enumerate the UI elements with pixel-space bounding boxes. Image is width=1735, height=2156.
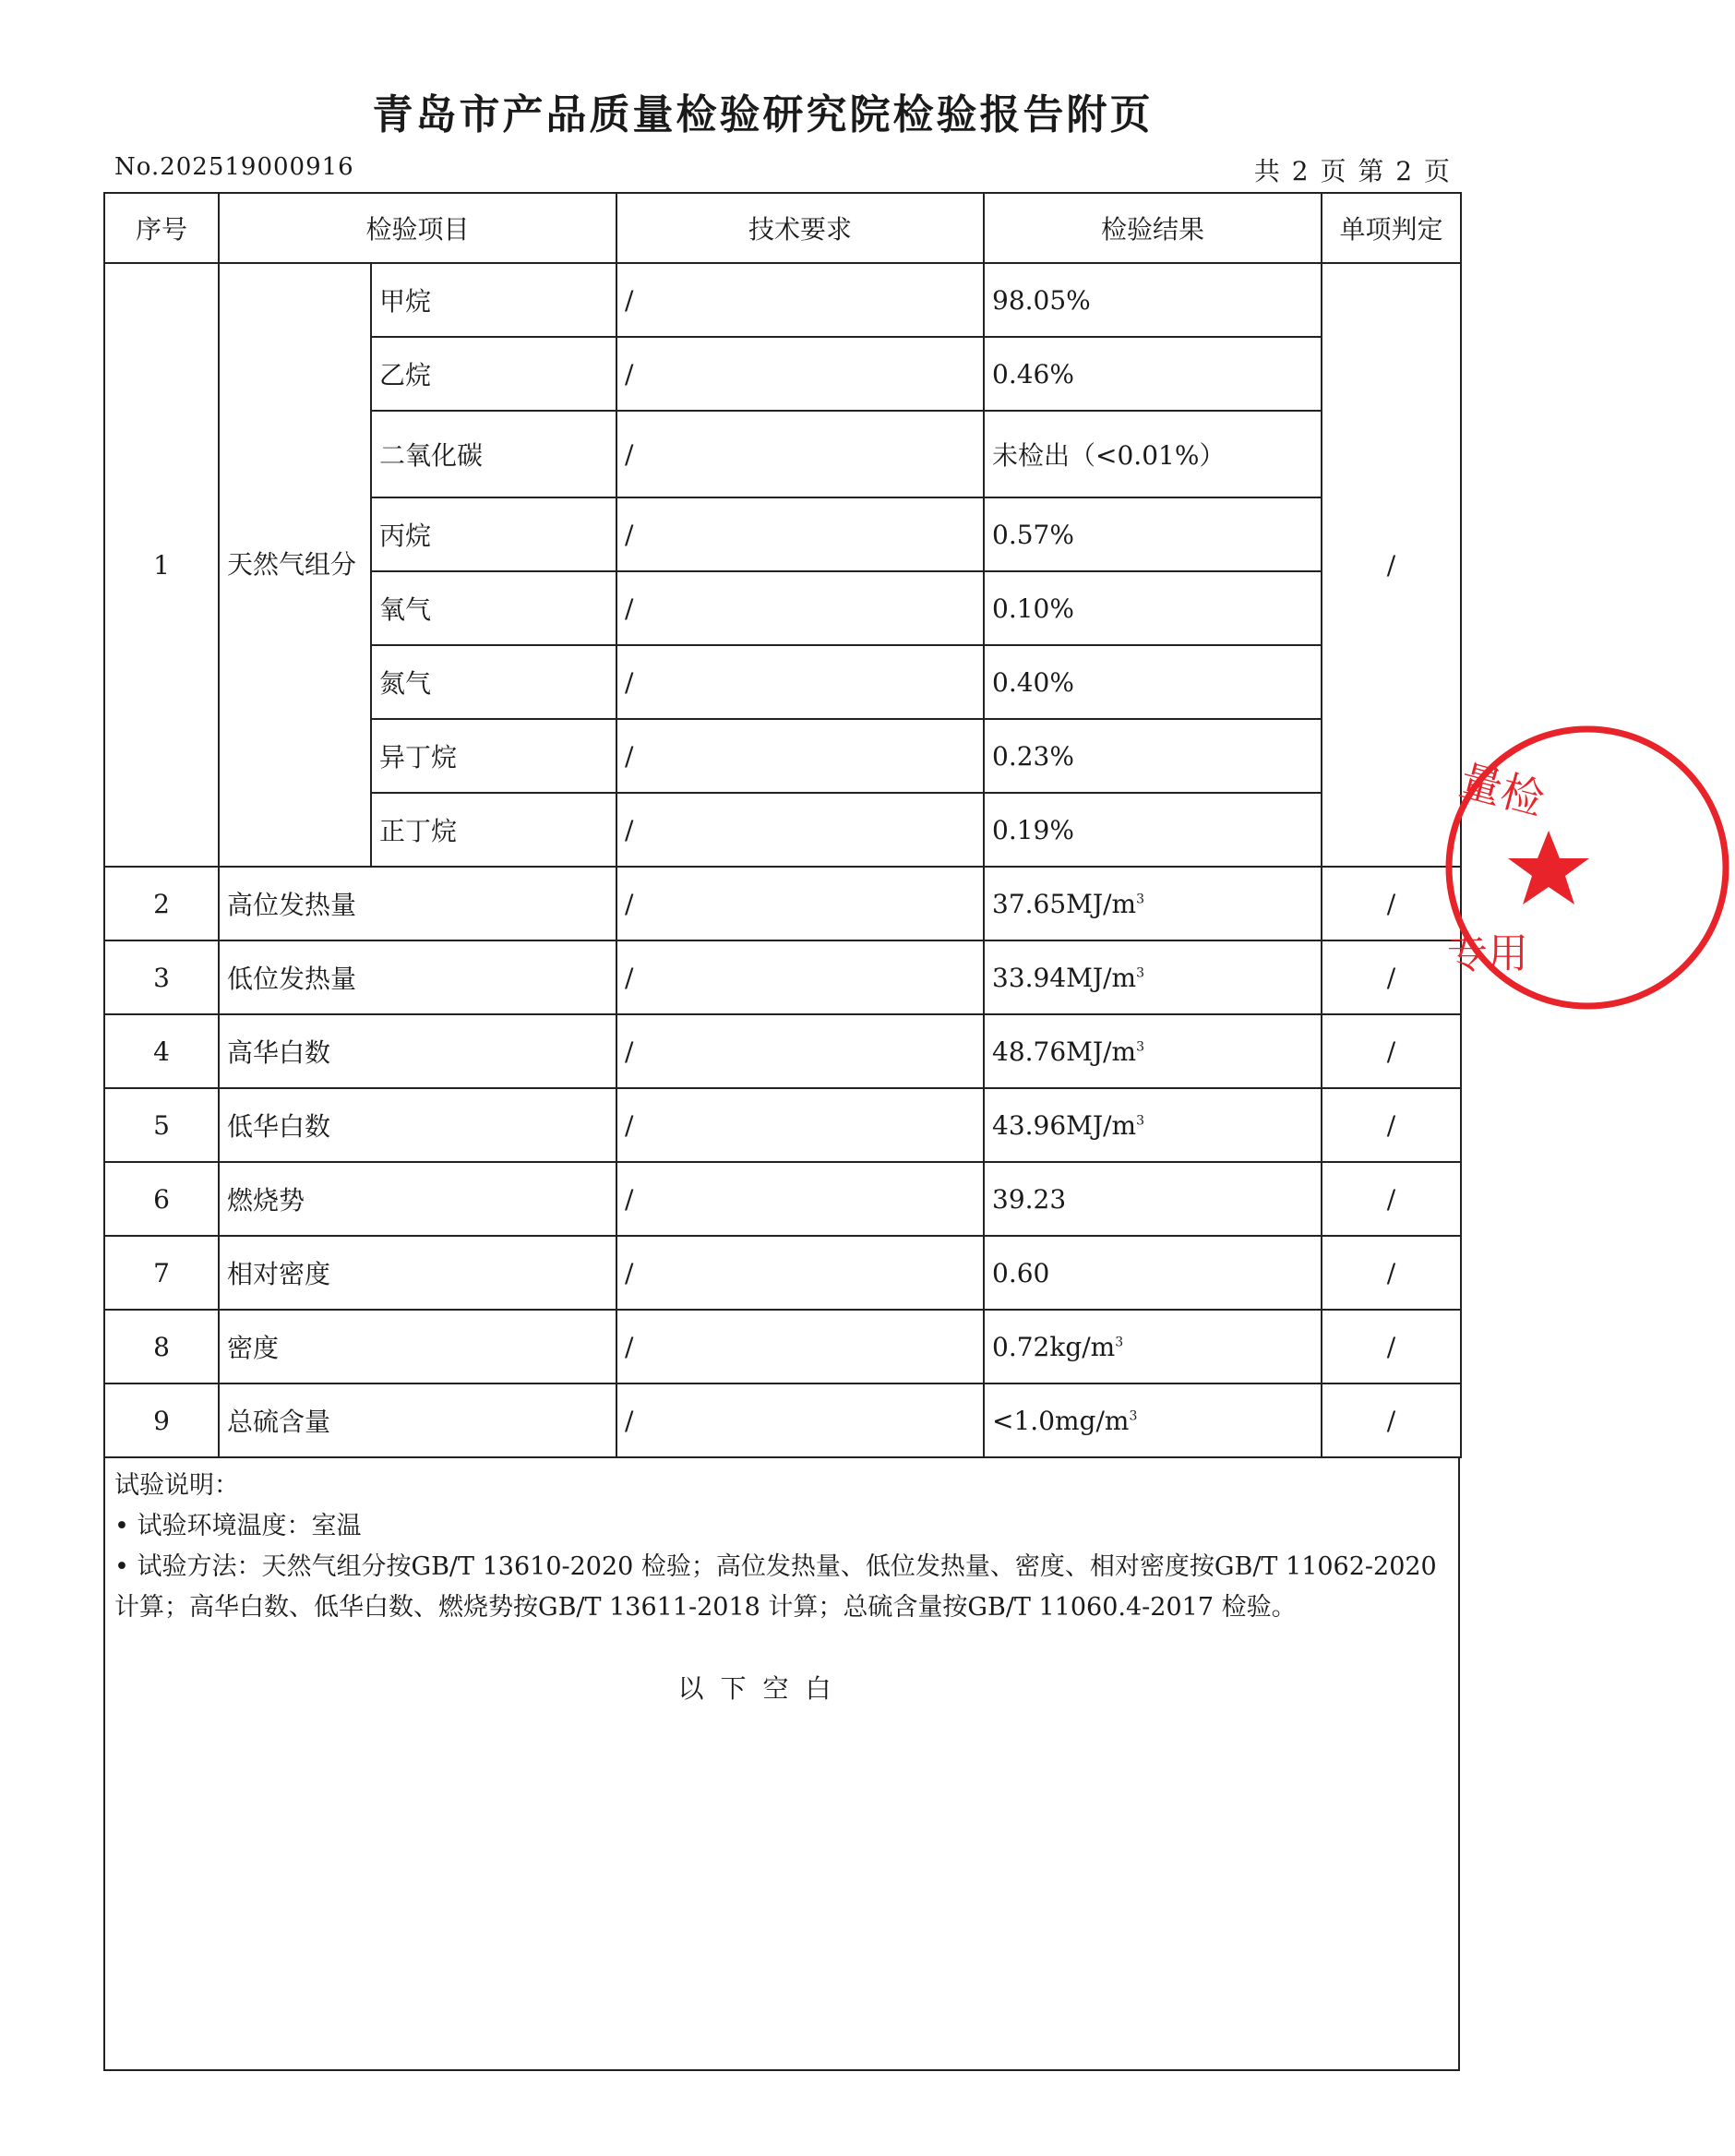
result-cell xyxy=(984,1383,1322,1457)
judgement-cell: / xyxy=(1322,1236,1461,1310)
header-result: 检验结果 xyxy=(984,193,1322,263)
requirement-cell: / xyxy=(616,1236,984,1310)
requirement-cell: / xyxy=(616,867,984,940)
sub-item-name: 丙烷 xyxy=(371,497,616,571)
official-seal-stamp xyxy=(1440,720,1735,1015)
sub-item-name: 氮气 xyxy=(371,645,616,719)
table-header-row xyxy=(104,193,1461,263)
requirement-cell: / xyxy=(616,497,984,571)
table-row xyxy=(104,1236,1461,1310)
test-notes xyxy=(114,1466,1443,1628)
header-item: 检验项目 xyxy=(219,193,616,263)
notes-heading: 试验说明： xyxy=(114,1471,239,1500)
notes-item: • 试验环境温度：室温 xyxy=(114,1512,362,1540)
row-number: 1 xyxy=(104,263,219,867)
svg-text:专用: 专用 xyxy=(1447,930,1528,977)
header-requirement: 技术要求 xyxy=(616,193,984,263)
row-number: 3 xyxy=(104,940,219,1014)
document-title: 青岛市产品质量检验研究院检验报告附页 xyxy=(372,91,1154,138)
item-name: 密度 xyxy=(219,1310,616,1383)
item-name: 高位发热量 xyxy=(219,867,616,940)
item-name: 燃烧势 xyxy=(219,1162,616,1236)
page-indicator: 共 2 页 第 2 页 xyxy=(1253,156,1452,186)
item-name: 相对密度 xyxy=(219,1236,616,1310)
table-row xyxy=(104,1383,1461,1457)
group-name: 天然气组分 xyxy=(219,263,371,867)
unit-exponent: 3 xyxy=(1136,1039,1144,1055)
result-cell xyxy=(984,1236,1322,1310)
judgement-cell: / xyxy=(1322,1383,1461,1457)
result-value: 43.96MJ/m xyxy=(992,1109,1137,1141)
unit-exponent: 3 xyxy=(1136,892,1144,907)
judgement-cell: / xyxy=(1322,867,1461,940)
judgement-cell: / xyxy=(1322,263,1461,867)
row-number: 9 xyxy=(104,1383,219,1457)
requirement-cell: / xyxy=(616,940,984,1014)
result-value: 33.94MJ/m xyxy=(992,962,1137,993)
result-value: 0.60 xyxy=(992,1257,1050,1288)
requirement-cell: / xyxy=(616,645,984,719)
result-value: 37.65MJ/m xyxy=(992,888,1137,919)
result-value: <1.0mg/m xyxy=(992,1405,1130,1436)
header-judgement: 单项判定 xyxy=(1322,193,1461,263)
requirement-cell: / xyxy=(616,411,984,497)
judgement-cell: / xyxy=(1322,1310,1461,1383)
sub-item-name: 乙烷 xyxy=(371,337,616,411)
requirement-cell: / xyxy=(616,1014,984,1088)
result-cell: 0.40% xyxy=(984,645,1322,719)
table-row xyxy=(104,1310,1461,1383)
judgement-cell: / xyxy=(1322,1014,1461,1088)
result-value: 0.72kg/m xyxy=(992,1331,1116,1362)
row-number: 7 xyxy=(104,1236,219,1310)
result-cell: 0.46% xyxy=(984,337,1322,411)
result-value: 39.23 xyxy=(992,1183,1067,1215)
requirement-cell: / xyxy=(616,1310,984,1383)
judgement-cell: / xyxy=(1322,1088,1461,1162)
sub-item-name: 甲烷 xyxy=(371,263,616,337)
result-cell: 未检出（<0.01%） xyxy=(984,411,1322,497)
unit-exponent: 3 xyxy=(1129,1408,1138,1424)
result-cell: 0.57% xyxy=(984,497,1322,571)
requirement-cell: / xyxy=(616,1162,984,1236)
item-name: 低位发热量 xyxy=(219,940,616,1014)
result-cell: 98.05% xyxy=(984,263,1322,337)
requirement-cell: / xyxy=(616,719,984,793)
table-row xyxy=(104,867,1461,940)
item-name: 低华白数 xyxy=(219,1088,616,1162)
unit-exponent: 3 xyxy=(1136,1113,1144,1129)
result-cell xyxy=(984,1088,1322,1162)
requirement-cell: / xyxy=(616,337,984,411)
blank-below-marker: 以下空白 xyxy=(677,1673,848,1704)
row-number: 2 xyxy=(104,867,219,940)
table-row xyxy=(104,263,1461,337)
result-cell xyxy=(984,940,1322,1014)
item-name: 总硫含量 xyxy=(219,1383,616,1457)
svg-text:量检: 量检 xyxy=(1454,754,1550,825)
row-number: 4 xyxy=(104,1014,219,1088)
header-no: 序号 xyxy=(104,193,219,263)
result-cell: 0.19% xyxy=(984,793,1322,867)
judgement-cell: / xyxy=(1322,940,1461,1014)
sub-item-name: 二氧化碳 xyxy=(371,411,616,497)
table-row xyxy=(104,1162,1461,1236)
result-cell xyxy=(984,1014,1322,1088)
item-name: 高华白数 xyxy=(219,1014,616,1088)
result-cell xyxy=(984,1310,1322,1383)
requirement-cell: / xyxy=(616,1088,984,1162)
unit-exponent: 3 xyxy=(1136,965,1144,981)
requirement-cell: / xyxy=(616,263,984,337)
sub-item-name: 异丁烷 xyxy=(371,719,616,793)
row-number: 8 xyxy=(104,1310,219,1383)
result-cell xyxy=(984,867,1322,940)
unit-exponent: 3 xyxy=(1115,1335,1124,1350)
requirement-cell: / xyxy=(616,793,984,867)
report-number: No.202519000916 xyxy=(114,153,354,181)
row-number: 5 xyxy=(104,1088,219,1162)
sub-item-name: 正丁烷 xyxy=(371,793,616,867)
judgement-cell: / xyxy=(1322,1162,1461,1236)
sub-item-name: 氧气 xyxy=(371,571,616,645)
table-row xyxy=(104,1014,1461,1088)
results-table xyxy=(103,192,1462,1458)
result-cell: 0.23% xyxy=(984,719,1322,793)
result-cell xyxy=(984,1162,1322,1236)
row-number: 6 xyxy=(104,1162,219,1236)
notes-item: • 试验方法：天然气组分按GB/T 13610-2020 检验；高位发热量、低位发热量、密度、相对密度按GB/T 11062-2020 计算；高华白数、低华白数、燃烧势按GB/T 13611-2018 计算；总硫含量按GB/T 11060.4-2017 检验。 xyxy=(114,1552,1437,1622)
requirement-cell: / xyxy=(616,1383,984,1457)
requirement-cell: / xyxy=(616,571,984,645)
table-row xyxy=(104,1088,1461,1162)
table-row xyxy=(104,940,1461,1014)
result-value: 48.76MJ/m xyxy=(992,1036,1137,1067)
result-cell: 0.10% xyxy=(984,571,1322,645)
